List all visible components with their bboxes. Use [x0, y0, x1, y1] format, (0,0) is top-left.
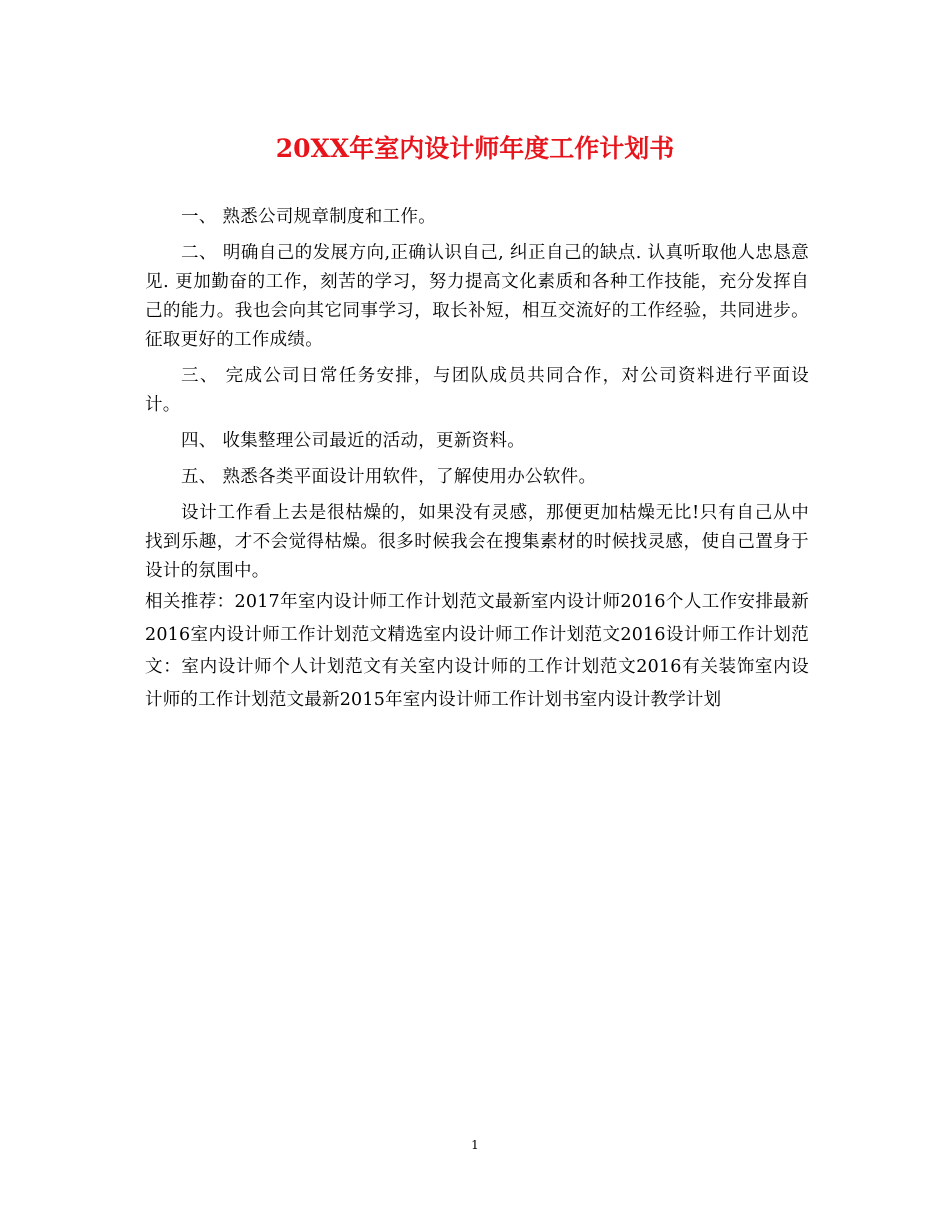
paragraph-4: 四、 收集整理公司最近的活动，更新资料。 [181, 431, 526, 451]
document-body [145, 203, 809, 716]
document-title: 20XX年室内设计师年度工作计划书 [275, 134, 675, 163]
paragraph-1: 一、 熟悉公司规章制度和工作。 [181, 207, 437, 227]
paragraph-3: 三、 完成公司日常任务安排，与团队成员共同合作，对公司资料进行平面设计。 [145, 366, 809, 415]
related-recommendations: 相关推荐：2017年室内设计师工作计划范文最新室内设计师2016个人工作安排最新2016室内设计师工作计划范文精选室内设计师工作计划范文2016设计师工作计划范文：室内设计师个人计划范文有关室内设计师的工作计划范文2016有关装饰室内设计师的工作计划范文最新2015年室内设计师工作计划书室内设计教学计划 [145, 592, 809, 710]
paragraph-2: 二、 明确自己的发展方向,正确认识自己, 纠正自己的缺点. 认真听取他人忠恳意见. 更加勤奋的工作，刻苦的学习，努力提高文化素质和各种工作技能，充分发挥自己的能力。我也会向其它同事学习，取长补短，相互交流好的工作经验，共同进步。征取更好的工作成绩。 [145, 243, 809, 350]
page-number: 1 [471, 1138, 479, 1152]
paragraph-6: 设计工作看上去是很枯燥的，如果没有灵感，那便更加枯燥无比!只有自己从中找到乐趣，才不会觉得枯燥。很多时候我会在搜集素材的时候找灵感，使自己置身于设计的氛围中。 [145, 503, 809, 581]
paragraph-5: 五、 熟悉各类平面设计用软件，了解使用办公软件。 [181, 467, 597, 487]
